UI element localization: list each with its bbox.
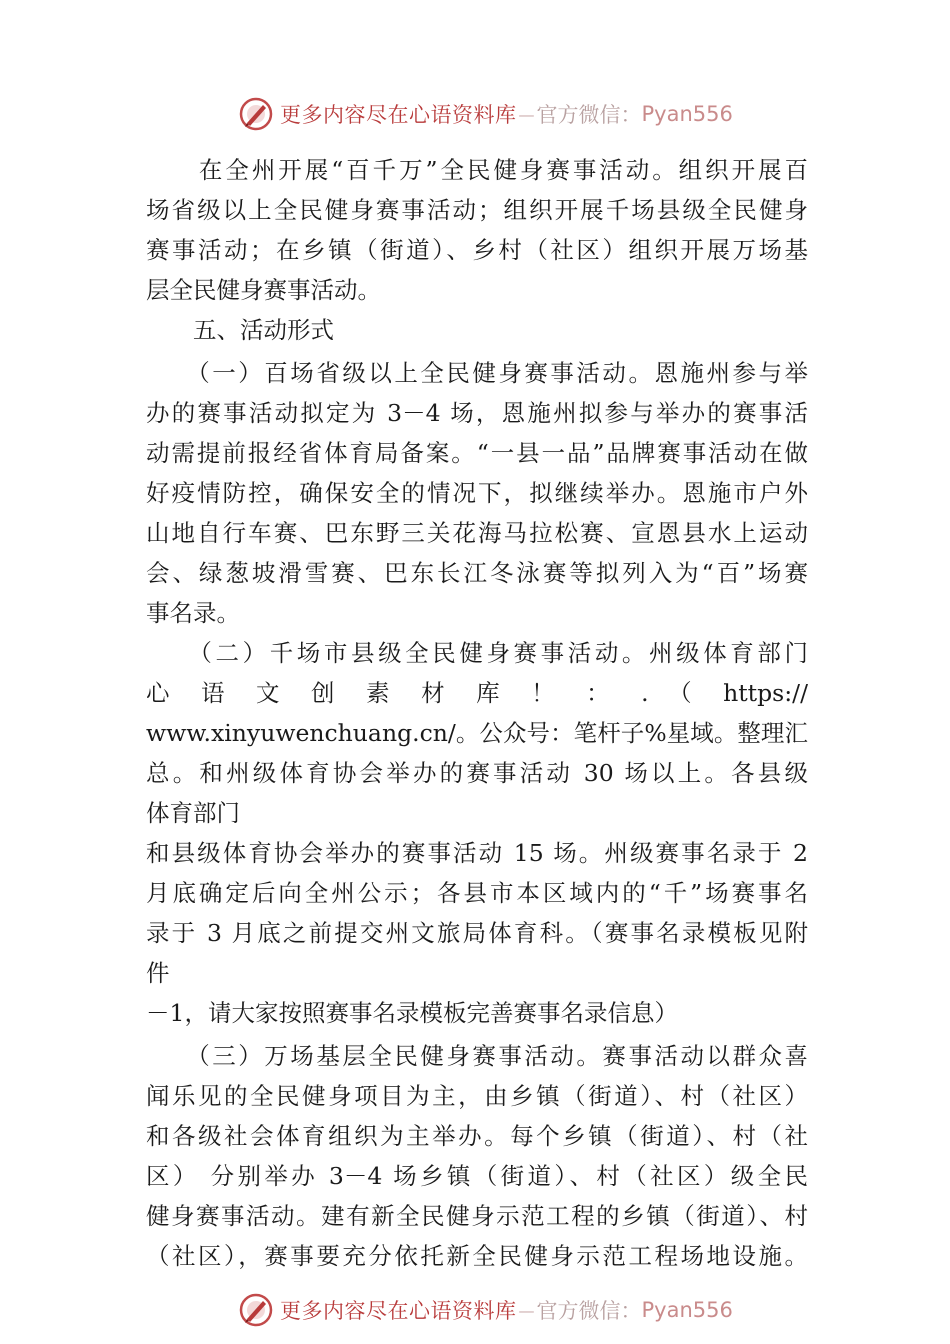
text-line: 在全州开展“百千万”全民健身赛事活动。组织开展百 xyxy=(146,156,808,184)
section-heading: 五、活动形式 xyxy=(146,316,334,344)
text-line: （社区），赛事要充分依托新全民健身示范工程场地设施。 xyxy=(146,1242,808,1270)
text-line: 会、绿葱坡滑雪赛、巴东长江冬泳赛等拟列入为“百”场赛 xyxy=(146,559,808,587)
text-line: 事名录。 xyxy=(146,599,240,627)
text-line: 件 xyxy=(146,959,170,987)
text-line: －1，请大家按照赛事名录模板完善赛事名录信息） xyxy=(146,999,678,1027)
footer-watermark xyxy=(0,1290,950,1330)
text-line: www.xinyuwenchuang.cn/。公众号：笔杆子%星域。整理汇 xyxy=(146,719,808,747)
text-line: 区） 分别举办 3－4 场乡镇（街道）、村（社区）级全民 xyxy=(146,1162,808,1190)
pen-logo-icon xyxy=(238,1292,274,1328)
text-line: 闻乐见的全民健身项目为主，由乡镇（街道）、村（社区） xyxy=(146,1082,808,1110)
text-line: 总。和州级体育协会举办的赛事活动 30 场以上。各县级 xyxy=(146,759,808,787)
text-line: 心 语 文 创 素 材 库 ！ ： . （ https:// xyxy=(146,679,808,707)
header-watermark xyxy=(0,94,950,134)
text-line: 层全民健身赛事活动。 xyxy=(146,276,381,304)
watermark-main-text: 更多内容尽在心语资料库 xyxy=(280,103,517,127)
text-line: （三）万场基层全民健身赛事活动。赛事活动以群众喜 xyxy=(146,1042,808,1070)
text-line: 赛事活动；在乡镇（街道）、乡村（社区）组织开展万场基 xyxy=(146,236,808,264)
text-line: 山地自行车赛、巴东野三关花海马拉松赛、宣恩县水上运动 xyxy=(146,519,808,547)
text-line: 健身赛事活动。建有新全民健身示范工程的乡镇（街道）、村 xyxy=(146,1202,808,1230)
text-line: 体育部门 xyxy=(146,799,240,827)
text-line: （一）百场省级以上全民健身赛事活动。恩施州参与举 xyxy=(146,359,808,387)
watermark-wechat-id: Pyan556 xyxy=(641,1298,733,1322)
text-line: 和各级社会体育组织为主举办。每个乡镇（街道）、村（社 xyxy=(146,1122,808,1150)
text-line: 和县级体育协会举办的赛事活动 15 场。州级赛事名录于 2 xyxy=(146,839,808,867)
watermark-dash: — xyxy=(518,1300,535,1320)
text-line: 场省级以上全民健身赛事活动；组织开展千场县级全民健身 xyxy=(146,196,808,224)
text-line: （二）千场市县级全民健身赛事活动。州级体育部门 xyxy=(146,639,808,667)
text-line: 办的赛事活动拟定为 3－4 场，恩施州拟参与举办的赛事活 xyxy=(146,399,808,427)
text-line: 好疫情防控，确保安全的情况下，拟继续举办。恩施市户外 xyxy=(146,479,808,507)
text-line: 动需提前报经省体育局备案。“一县一品”品牌赛事活动在做 xyxy=(146,439,808,467)
text-line: 月底确定后向全州公示；各县市本区域内的“千”场赛事名 xyxy=(146,879,808,907)
watermark-wechat-id: Pyan556 xyxy=(641,102,733,126)
text-line: 录于 3 月底之前提交州文旅局体育科。（赛事名录模板见附 xyxy=(146,919,808,947)
watermark-dash: — xyxy=(518,104,535,124)
watermark-main-text: 更多内容尽在心语资料库 xyxy=(280,1299,517,1323)
pen-logo-icon xyxy=(238,96,274,132)
watermark-wechat-label: 官方微信： xyxy=(536,103,642,127)
watermark-wechat-label: 官方微信： xyxy=(536,1299,642,1323)
